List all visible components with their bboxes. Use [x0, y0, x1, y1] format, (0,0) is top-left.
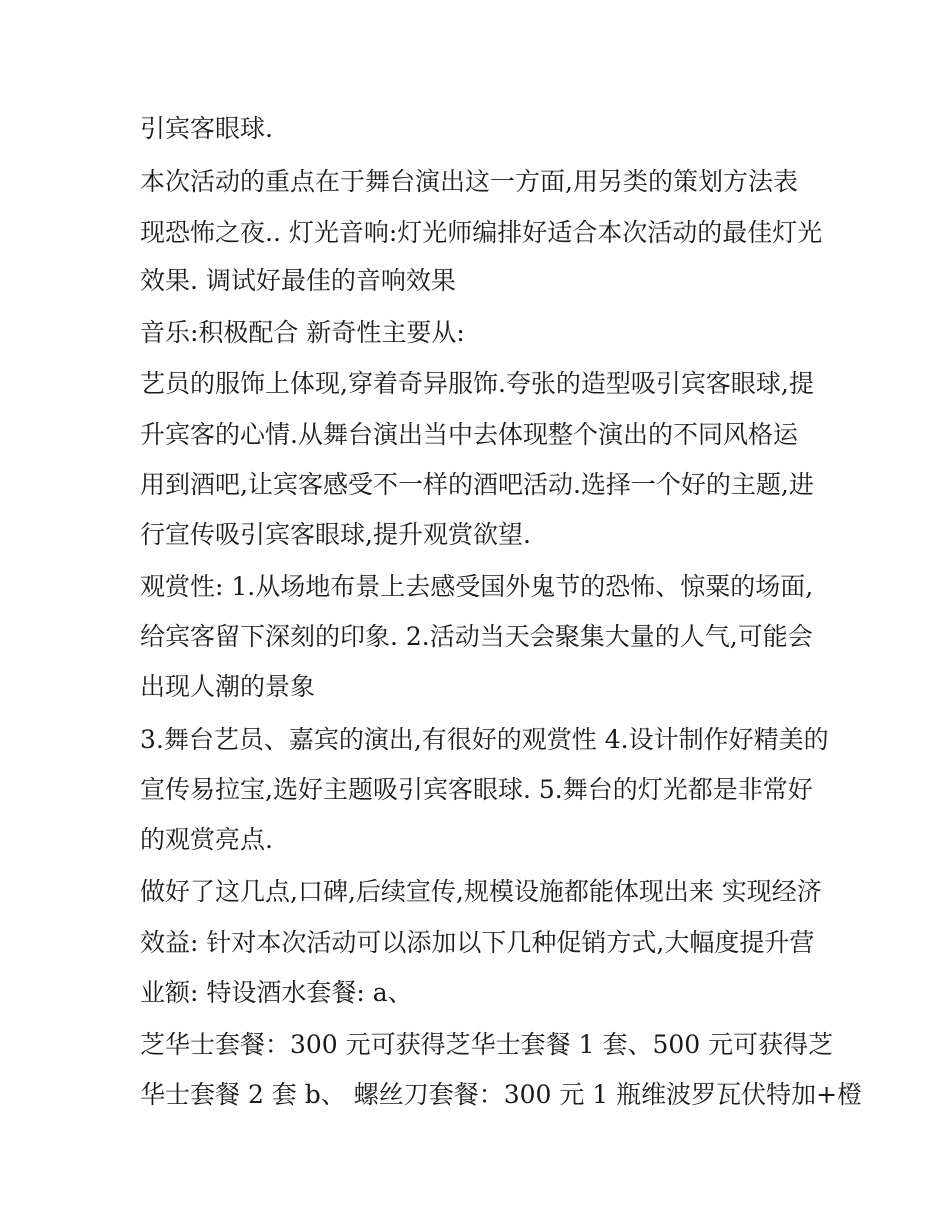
text-line: 观赏性: 1.从场地布景上去感受国外鬼节的恐怖、惊粟的场面, [140, 572, 814, 601]
text-line: 芝华士套餐：300 元可获得芝华士套餐 1 套、500 元可获得芝 [140, 1030, 834, 1059]
text-line: 效益: 针对本次活动可以添加以下几种促销方式,大幅度提升营 [140, 928, 815, 957]
text-line: 做好了这几点,口碑,后续宣传,规模设施都能体现出来 实现经济 [140, 877, 822, 906]
text-line: 效果. 调试好最佳的音响效果 [140, 266, 456, 295]
text-line: 升宾客的心情.从舞台演出当中去体现整个演出的不同风格运 [140, 420, 798, 449]
text-line: 业额: 特设酒水套餐: a、 [140, 978, 413, 1007]
text-line: 给宾客留下深刻的印象. 2.活动当天会聚集大量的人气,可能会 [140, 622, 813, 651]
text-line: 3.舞台艺员、嘉宾的演出,有很好的观赏性 4.设计制作好精美的 [140, 725, 829, 754]
text-line: 本次活动的重点在于舞台演出这一方面,用另类的策划方法表 [140, 167, 798, 196]
text-line: 现恐怖之夜.. 灯光音响:灯光师编排好适合本次活动的最佳灯光 [140, 218, 823, 247]
text-line: 艺员的服饰上体现,穿着奇异服饰.夸张的造型吸引宾客眼球,提 [140, 369, 814, 398]
text-line: 引宾客眼球. [140, 114, 273, 143]
text-line: 华士套餐 2 套 b、 螺丝刀套餐：300 元 1 瓶维波罗瓦伏特加+橙 [140, 1080, 863, 1109]
text-line: 的观赏亮点. [140, 825, 273, 854]
text-line: 行宣传吸引宾客眼球,提升观赏欲望. [140, 520, 531, 549]
text-line: 宣传易拉宝,选好主题吸引宾客眼球. 5.舞台的灯光都是非常好 [140, 775, 813, 804]
text-line: 出现人潮的景象 [140, 672, 316, 701]
text-line: 音乐:积极配合 新奇性主要从: [140, 318, 465, 347]
text-line: 用到酒吧,让宾客感受不一样的酒吧活动.选择一个好的主题,进 [140, 470, 814, 499]
